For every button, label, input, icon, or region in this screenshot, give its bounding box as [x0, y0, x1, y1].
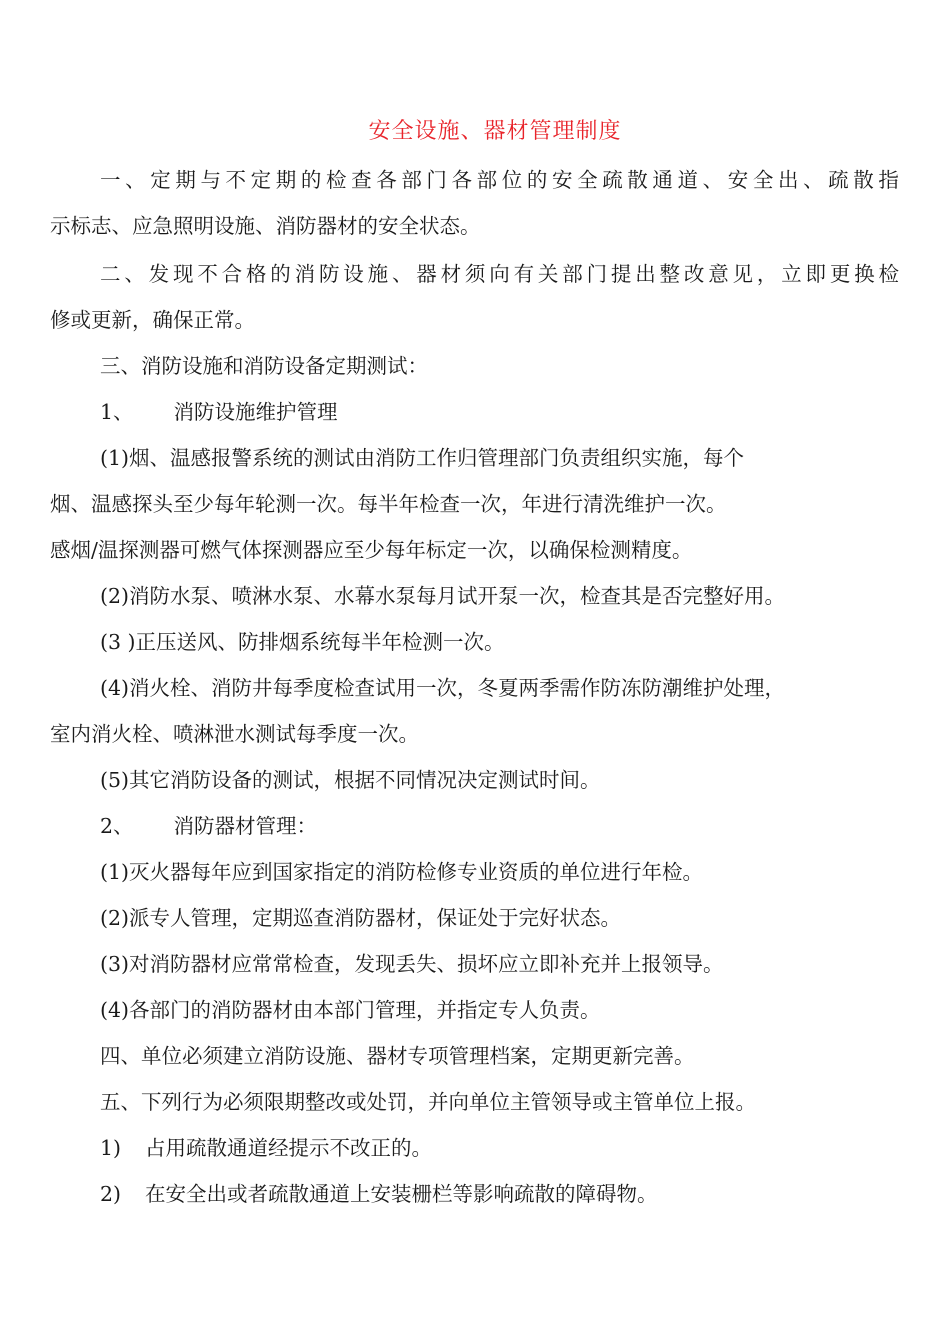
paragraph-2-line-2: 修或更新，确保正常。 — [50, 308, 255, 332]
paragraph-4: 四、单位必须建立消防设施、器材专项管理档案，定期更新完善。 — [100, 1044, 695, 1068]
item-3: (3 )正压送风、防排烟系统每半年检测一次。 — [100, 630, 505, 654]
paragraph-5: 五、下列行为必须限期整改或处罚，并向单位主管领导或主管单位上报。 — [100, 1090, 756, 1114]
item-5: (5)其它消防设备的测试，根据不同情况决定测试时间。 — [100, 768, 601, 792]
section-1-text: 消防设施维护管理 — [173, 400, 338, 424]
section-2-heading — [100, 812, 317, 840]
violation-item-1-number: 1) — [100, 1136, 122, 1160]
violation-item-2-number: 2) — [100, 1182, 122, 1206]
violation-item-1 — [100, 1134, 432, 1162]
violation-item-1-text: 占用疏散通道经提示不改正的。 — [145, 1136, 433, 1160]
paragraph-3: 三、消防设施和消防设备定期测试： — [100, 354, 428, 378]
violation-item-2 — [100, 1180, 658, 1208]
section-1-heading — [100, 398, 338, 426]
item-4-line-1: (4)消火栓、消防井每季度检查试用一次，冬夏两季需作防冻防潮维护处理， — [100, 676, 786, 700]
item-1-line-3: 感烟/温探测器可燃气体探测器应至少每年标定一次，以确保检测精度。 — [50, 538, 693, 562]
section-2-number: 2、 — [100, 814, 134, 838]
equipment-item-2: (2)派专人管理，定期巡查消防器材，保证处于完好状态。 — [100, 906, 622, 930]
section-2-text: 消防器材管理： — [173, 814, 318, 838]
equipment-item-3: (3)对消防器材应常常检查，发现丢失、损坏应立即补充并上报领导。 — [100, 952, 724, 976]
item-2: (2)消防水泵、喷淋水泵、水幕水泵每月试开泵一次，检查其是否完整好用。 — [100, 584, 786, 608]
violation-item-2-text: 在安全出或者疏散通道上安装栅栏等影响疏散的障碍物。 — [145, 1182, 658, 1206]
paragraph-1-line-2: 示标志、应急照明设施、消防器材的安全状态。 — [50, 214, 481, 238]
equipment-item-1: (1)灭火器每年应到国家指定的消防检修专业资质的单位进行年检。 — [100, 860, 704, 884]
item-1-line-2: 烟、温感探头至少每年轮测一次。每半年检查一次，年进行清洗维护一次。 — [50, 492, 727, 516]
item-4-line-2: 室内消火栓、喷淋泄水测试每季度一次。 — [50, 722, 419, 746]
section-1-number: 1、 — [100, 400, 134, 424]
paragraph-2-line-1: 二 、 发 现 不 合 格 的 消 防 设 施 、 器 材 须 向 有 关 部 门 提 出 整 改 意 见 ， 立 即 更 换 检 — [100, 262, 899, 286]
item-1-line-1: (1)烟、温感报警系统的测试由消防工作归管理部门负责组织实施，每个 — [100, 446, 745, 470]
paragraph-1-line-1: 一 、 定 期 与 不 定 期 的 检 查 各 部 门 各 部 位 的 安 全 疏 散 通 道 、 安 全 出 、 疏 散 指 — [100, 168, 899, 192]
equipment-item-4: (4)各部门的消防器材由本部门管理，并指定专人负责。 — [100, 998, 601, 1022]
document-title: 安全设施、器材管理制度 — [368, 119, 622, 144]
